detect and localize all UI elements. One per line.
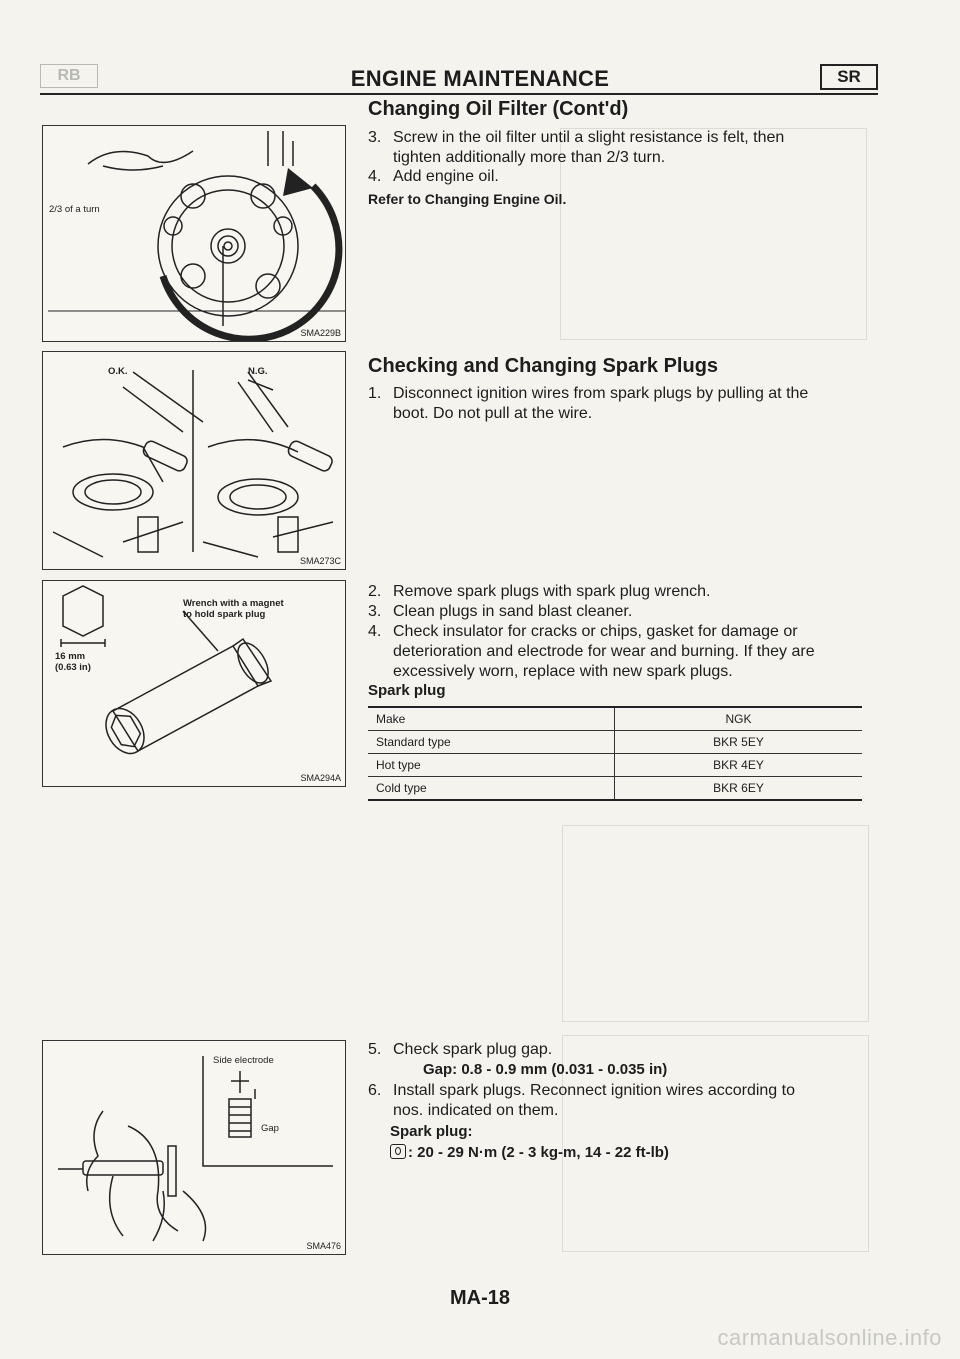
step-number: 3. xyxy=(368,603,382,620)
step-6-spark-plugs xyxy=(368,1081,868,1121)
figure-spark-plug-gap xyxy=(42,1040,346,1255)
torque-spec-line xyxy=(390,1144,669,1161)
section-title-oil-filter: Changing Oil Filter (Cont'd) xyxy=(368,98,629,120)
table-cell-label: Hot type xyxy=(368,754,615,777)
step-4-oil-filter xyxy=(368,167,868,187)
table-cell-label: Make xyxy=(368,707,615,731)
step-text: Add engine oil. xyxy=(393,168,499,185)
page-number: MA-18 xyxy=(449,1287,510,1309)
table-cell-label: Standard type xyxy=(368,731,615,754)
step-1-spark-plugs xyxy=(368,384,868,424)
bleed-through-shape xyxy=(562,825,869,1022)
torque-wrench-icon xyxy=(390,1144,406,1159)
step-2-spark-plugs xyxy=(368,582,868,602)
table-title: Spark plug xyxy=(368,682,446,699)
step-number: 4. xyxy=(368,623,382,640)
step-number: 5. xyxy=(368,1041,382,1058)
figure-label-side-electrode: Side electrode xyxy=(213,1055,274,1066)
header-rule xyxy=(40,93,878,95)
figure-label-ok: O.K. xyxy=(108,366,128,377)
table-row xyxy=(368,777,862,801)
step-number: 4. xyxy=(368,168,382,185)
step-3-oil-filter xyxy=(368,128,868,168)
step-number: 6. xyxy=(368,1082,382,1099)
figure-label-gap: Gap xyxy=(261,1123,279,1134)
step-text: Remove spark plugs with spark plug wrench. xyxy=(393,583,711,600)
step-number: 3. xyxy=(368,129,382,146)
table-cell-value: BKR 6EY xyxy=(615,777,863,801)
figure-label-ng: N.G. xyxy=(248,366,268,377)
step-text: Disconnect ignition wires from spark plugs by pulling at the boot. Do not pull at the wire. xyxy=(393,385,809,422)
torque-spec: : 20 - 29 N·m (2 - 3 kg-m, 14 - 22 ft-lb) xyxy=(408,1144,669,1161)
figure-spark-plug-boot xyxy=(42,351,346,570)
figure-label-size: 16 mm (0.63 in) xyxy=(55,651,91,673)
figure-code: SMA229B xyxy=(300,328,341,338)
table-cell-value: BKR 4EY xyxy=(615,754,863,777)
watermark: carmanualsonline.info xyxy=(717,1325,942,1350)
step-text: Clean plugs in sand blast cleaner. xyxy=(393,603,633,620)
reference-link: Refer to Changing Engine Oil. xyxy=(368,191,567,207)
spark-plug-spec-table xyxy=(368,706,862,801)
page-title: ENGINE MAINTENANCE xyxy=(350,66,610,91)
oil-filter-illustration xyxy=(43,126,345,341)
step-number: 1. xyxy=(368,385,382,402)
table-row xyxy=(368,754,862,777)
section-title-spark-plugs: Checking and Changing Spark Plugs xyxy=(368,355,719,377)
step-text: Screw in the oil filter until a slight resistance is felt, then tighten additionally more than 2/3 turn. xyxy=(393,129,785,166)
header-left-tag: RB xyxy=(40,64,98,88)
figure-label-wrench: Wrench with a magnet to hold spark plug xyxy=(183,598,284,620)
figure-oil-filter-turn xyxy=(42,125,346,342)
figure-code: SMA294A xyxy=(300,773,341,783)
gap-spec: Gap: 0.8 - 0.9 mm (0.031 - 0.035 in) xyxy=(423,1061,668,1078)
header-right-tag: SR xyxy=(820,64,878,90)
step-text: Check spark plug gap. xyxy=(393,1041,553,1058)
torque-label: Spark plug: xyxy=(390,1123,473,1140)
table-row xyxy=(368,731,862,754)
step-5-spark-plugs xyxy=(368,1040,868,1060)
step-number: 2. xyxy=(368,583,382,600)
step-4-spark-plugs xyxy=(368,622,868,682)
figure-code: SMA273C xyxy=(299,556,341,566)
table-cell-value: NGK xyxy=(615,707,863,731)
figure-code: SMA476 xyxy=(306,1241,341,1251)
spark-plug-gap-illustration xyxy=(43,1041,345,1254)
table-cell-label: Cold type xyxy=(368,777,615,801)
spark-plug-boot-illustration xyxy=(43,352,345,569)
figure-label-turn: 2/3 of a turn xyxy=(49,204,100,215)
table-row xyxy=(368,707,862,731)
step-text: Install spark plugs. Reconnect ignition wires according to nos. indicated on them. xyxy=(393,1082,795,1119)
step-text: Check insulator for cracks or chips, gasket for damage or deterioration and electrode for wear and burning. If they are excessively worn, replace with new spark plugs. xyxy=(393,623,815,680)
table-cell-value: BKR 5EY xyxy=(615,731,863,754)
step-3-spark-plugs xyxy=(368,602,868,622)
figure-spark-plug-wrench xyxy=(42,580,346,787)
